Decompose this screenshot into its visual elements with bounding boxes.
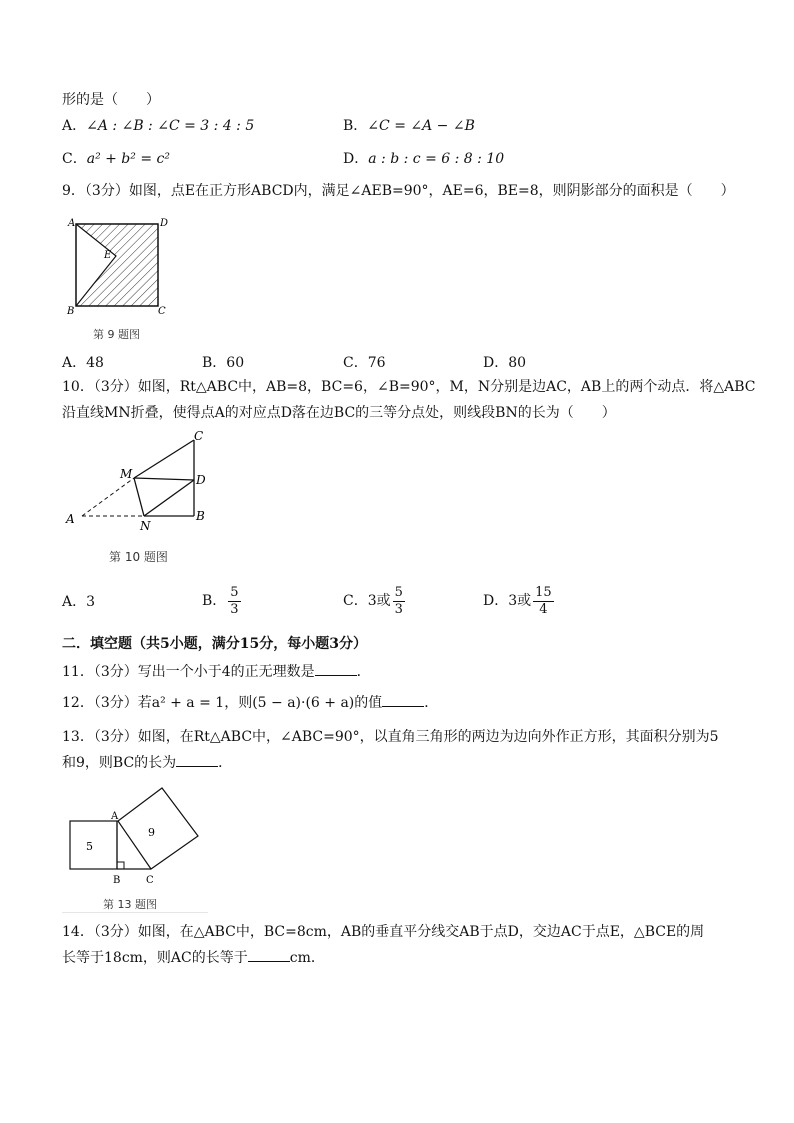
- q11-end: ．: [356, 664, 371, 680]
- answer-blank[interactable]: [382, 693, 424, 707]
- option-label: D．: [483, 355, 509, 371]
- answer-blank[interactable]: [248, 948, 290, 962]
- fraction-numerator: 15: [535, 584, 552, 600]
- option-label: C．: [62, 151, 87, 167]
- option-text: 80: [508, 355, 527, 371]
- option-prefix: 3或: [367, 593, 391, 609]
- label-m: M: [120, 467, 133, 481]
- segment-mn: [134, 478, 144, 516]
- q13-text: 和9，则BC的长为: [62, 755, 177, 771]
- q8-option-c[interactable]: [62, 150, 170, 168]
- option-label: B．: [202, 355, 227, 371]
- option-text: 60: [226, 355, 245, 371]
- q9-option-d[interactable]: [483, 354, 526, 372]
- q8-stem-tail: 形的是（ ）: [62, 92, 160, 108]
- q14-line1: 14．（3分）如图，在△ABC中，BC=8cm，AB的垂直平分线交AB于点D，交边AC于点E，△BCE的周: [62, 924, 705, 940]
- option-label: D．: [343, 151, 369, 167]
- option-text: 3: [86, 594, 96, 610]
- option-label: B．: [202, 593, 227, 609]
- label-d: D: [160, 218, 169, 229]
- q14-text: 长等于18cm，则AC的长等于: [62, 950, 248, 966]
- option-label: C．: [343, 355, 368, 371]
- q8-option-d[interactable]: [343, 150, 504, 168]
- option-prefix: 3或: [508, 593, 532, 609]
- answer-blank[interactable]: [315, 662, 357, 676]
- fraction: [533, 585, 554, 618]
- label-b: B: [67, 306, 75, 317]
- option-label: D．: [483, 593, 509, 609]
- q8-option-b[interactable]: [343, 117, 475, 135]
- label-c: C: [146, 875, 154, 886]
- fraction-numerator: 5: [394, 584, 403, 600]
- q12: [62, 693, 438, 712]
- segment-nd: [144, 480, 194, 516]
- fraction-numerator: 5: [230, 584, 239, 600]
- q9-caption: 第 9 题图: [93, 328, 140, 341]
- segment-md: [134, 478, 194, 480]
- q9-stem: 9．（3分）如图，点E在正方形ABCD内，满足∠AEB=90°，AE=6，BE=8，则阴影部分的面积是（ ）: [62, 183, 735, 199]
- q9-option-b[interactable]: [202, 354, 244, 372]
- q12-text: 12．（3分）若a² + a = 1，则(5 − a)·(6 + a)的值: [62, 695, 383, 711]
- q14-line2: [62, 948, 325, 967]
- q10-option-d[interactable]: [483, 583, 554, 619]
- q11-text: 11．（3分）写出一个小于4的正无理数是: [62, 664, 315, 680]
- q13-caption: 第 13 题图: [103, 898, 157, 911]
- label-c: C: [158, 306, 166, 317]
- q9-option-a[interactable]: [62, 354, 104, 372]
- q10-option-a[interactable]: [62, 593, 95, 611]
- shaded-region: [76, 224, 158, 306]
- label-b: B: [113, 875, 121, 886]
- q13-figure: [62, 784, 212, 904]
- q10-option-b[interactable]: [202, 583, 241, 619]
- figure-divider: [62, 912, 208, 913]
- segment-am: [82, 478, 134, 516]
- option-label: A．: [62, 118, 87, 134]
- label-a: A: [66, 512, 75, 526]
- q9-option-c[interactable]: [343, 354, 386, 372]
- fraction-denominator: 3: [230, 601, 239, 617]
- q13-line2: [62, 753, 232, 772]
- option-text: 48: [86, 355, 104, 371]
- answer-blank[interactable]: [176, 753, 218, 767]
- label-b: B: [196, 509, 205, 523]
- label-n: N: [140, 519, 151, 533]
- square-area-9: [118, 788, 198, 869]
- right-angle-mark: [117, 862, 124, 869]
- q14-end: cm．: [289, 950, 325, 966]
- q10-caption: 第 10 题图: [109, 550, 168, 564]
- section-2-title: 二．填空题（共5小题，满分15分，每小题3分）: [62, 636, 367, 652]
- option-text: ∠A : ∠B : ∠C = 3 : 4 : 5: [86, 118, 255, 134]
- segment-mc: [134, 440, 194, 478]
- q10-stem-line1: 10．（3分）如图，Rt△ABC中，AB=8，BC=6，∠B=90°，M，N分别是边AC，AB上的两个动点．将△ABC: [62, 379, 756, 395]
- fraction-denominator: 3: [394, 601, 403, 617]
- fraction-denominator: 4: [539, 601, 548, 617]
- label-c: C: [194, 429, 204, 443]
- q13-line1: 13．（3分）如图，在Rt△ABC中，∠ABC=90°，以直角三角形的两边为边向外作正方形，其面积分别为5: [62, 729, 719, 745]
- q12-end: ．: [424, 695, 439, 711]
- option-text: ∠C = ∠A − ∠B: [367, 118, 475, 134]
- option-label: A．: [62, 594, 87, 610]
- label-d: D: [196, 473, 206, 487]
- q13-end: ．: [218, 755, 233, 771]
- label-area-9: 9: [148, 826, 155, 839]
- square-area-5: [70, 821, 117, 869]
- q10-stem-line2: 沿直线MN折叠，使得点A的对应点D落在边BC的三等分点处，则线段BN的长为（ ）: [62, 405, 616, 421]
- label-e: E: [104, 250, 112, 261]
- fraction: [393, 585, 405, 618]
- option-text: a² + b² = c²: [86, 151, 170, 167]
- q8-option-a[interactable]: [62, 117, 254, 135]
- q9-figure: [66, 218, 169, 318]
- q10-option-c[interactable]: [343, 583, 405, 619]
- option-text: 76: [367, 355, 386, 371]
- q10-figure: [62, 428, 222, 538]
- label-a: A: [68, 218, 76, 229]
- option-text: a : b : c = 6 : 8 : 10: [368, 151, 505, 167]
- label-area-5: 5: [86, 840, 93, 853]
- q11: [62, 662, 371, 681]
- option-label: A．: [62, 355, 87, 371]
- label-a: A: [111, 811, 119, 822]
- fraction: [228, 585, 240, 618]
- option-label: C．: [343, 593, 368, 609]
- option-label: B．: [343, 118, 368, 134]
